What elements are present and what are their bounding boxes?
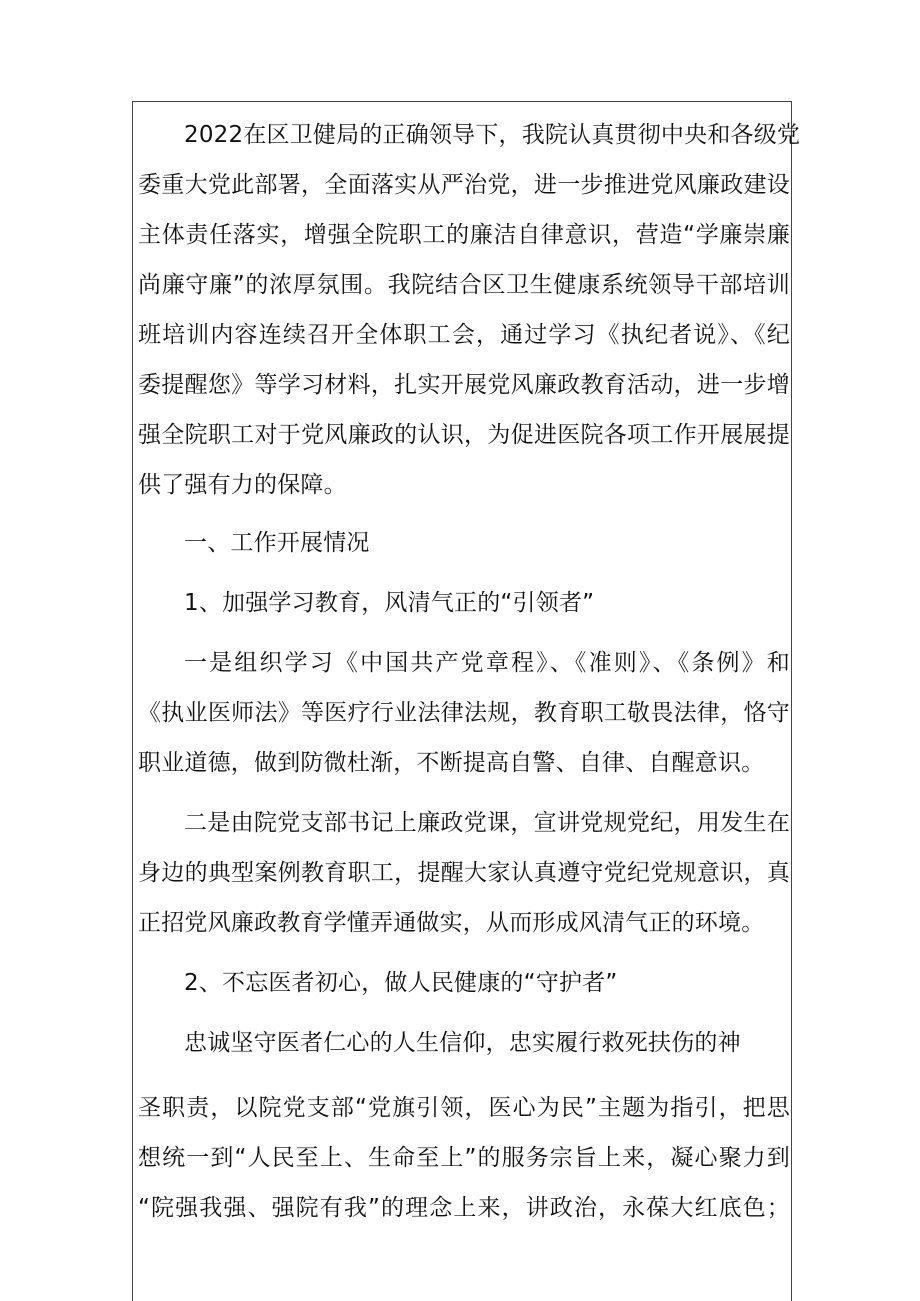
sub2-para1-line-3: 想统一到“人民至上、生命至上”的服务宗旨上来，凝心聚力到 [138, 1145, 790, 1171]
sub2-para1-line-2: 圣职责，以院党支部“党旗引领，医心为民”主题为指引，把思 [138, 1095, 790, 1121]
sub2-para1-line-1: 忠诚坚守医者仁心的人生信仰，忠实履行救死扶伤的神 [184, 1030, 741, 1056]
intro-line-5: 班培训内容连续召开全体职工会，通过学习《执纪者说》、《纪 [138, 322, 790, 348]
intro-line-1: 2022在区卫健局的正确领导下，我院认真贯彻中央和各级党 [184, 122, 801, 148]
sub1-para1-line-1: 一是组织学习《中国共产党章程》、《准则》、《条例》和 [184, 650, 790, 676]
intro-line-6: 委提醒您》等学习材料，扎实开展党风廉政教育活动，进一步增 [138, 372, 790, 398]
sub1-para2-line-1: 二是由院党支部书记上廉政党课，宣讲党规党纪，用发生在 [184, 810, 790, 836]
intro-line-4: 尚廉守廉”的浓厚氛围。我院结合区卫生健康系统领导干部培训 [138, 272, 790, 298]
sub2-heading: 2、不忘医者初心，做人民健康的“守护者” [184, 970, 618, 996]
intro-line-3: 主体责任落实，增强全院职工的廉洁自律意识，营造“学廉崇廉 [138, 222, 790, 248]
section-heading: 一、工作开展情况 [184, 530, 370, 556]
sub1-para2-line-2: 身边的典型案例教育职工，提醒大家认真遵守党纪党规意识，真 [138, 860, 790, 886]
intro-line-8: 供了强有力的保障。 [138, 472, 347, 498]
sub1-heading: 1、加强学习教育，风清气正的“引领者” [184, 590, 595, 616]
intro-line-2: 委重大党此部署，全面落实从严治党，进一步推进党风廉政建设 [138, 172, 790, 198]
sub1-para1-line-2: 《执业医师法》等医疗行业法律法规，教育职工敬畏法律，恪守 [138, 700, 790, 726]
sub2-para1-line-4: “院强我强、强院有我”的理念上来，讲政治，永葆大红底色； [138, 1195, 790, 1221]
sub1-para1-line-3: 职业道德，做到防微杜渐，不断提高自警、自律、自醒意识。 [138, 750, 765, 776]
intro-line-7: 强全院职工对于党风廉政的认识，为促进医院各项工作开展展提 [138, 422, 790, 448]
sub1-para2-line-3: 正招党风廉政教育学懂弄通做实，从而形成风清气正的环境。 [138, 910, 765, 936]
